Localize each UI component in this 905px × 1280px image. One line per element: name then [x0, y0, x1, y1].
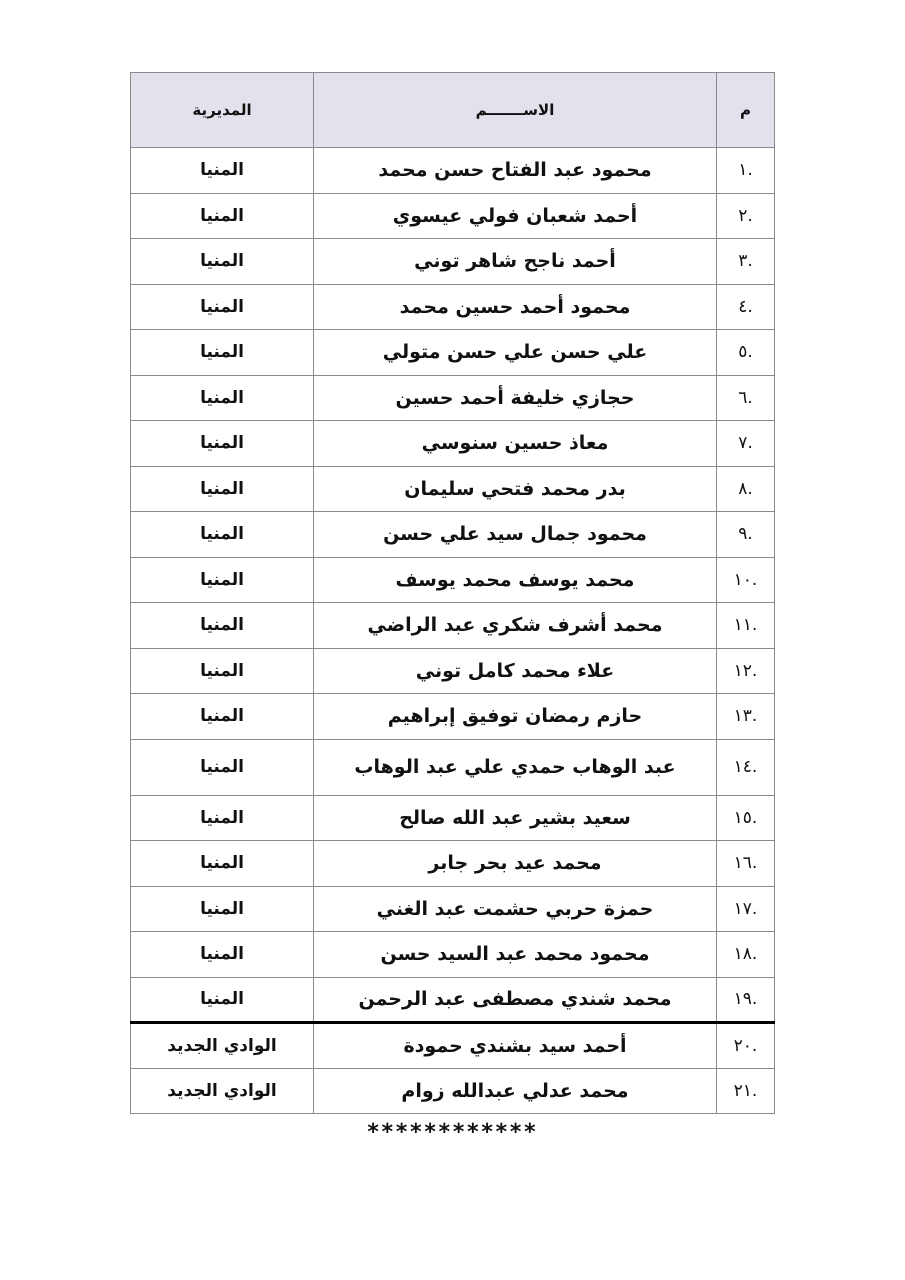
row-number: .٤	[717, 284, 775, 330]
row-number: .١٢	[717, 648, 775, 694]
table-row	[131, 795, 775, 841]
row-directorate: المنيا	[131, 694, 314, 740]
row-name: حجازي خليفة أحمد حسين	[314, 375, 717, 421]
row-number: .١٤	[717, 739, 775, 795]
row-directorate: المنيا	[131, 239, 314, 285]
table-row	[131, 886, 775, 932]
roster-sheet	[130, 72, 774, 1114]
row-directorate: المنيا	[131, 466, 314, 512]
row-number: .٢١	[717, 1068, 775, 1114]
table-row	[131, 148, 775, 194]
table-row	[131, 466, 775, 512]
row-directorate: المنيا	[131, 795, 314, 841]
row-name: محمد أشرف شكري عبد الراضي	[314, 603, 717, 649]
row-number: .٣	[717, 239, 775, 285]
row-name: أحمد سيد بشندي حمودة	[314, 1023, 717, 1069]
row-number: .١٨	[717, 932, 775, 978]
table-row	[131, 375, 775, 421]
row-name: حمزة حربي حشمت عبد الغني	[314, 886, 717, 932]
row-directorate: المنيا	[131, 932, 314, 978]
table-row	[131, 421, 775, 467]
row-number: .٥	[717, 330, 775, 376]
header-directorate: المديرية	[131, 73, 314, 148]
row-number: .٩	[717, 512, 775, 558]
row-directorate: المنيا	[131, 512, 314, 558]
row-directorate: المنيا	[131, 148, 314, 194]
table-row	[131, 284, 775, 330]
row-name: بدر محمد فتحي سليمان	[314, 466, 717, 512]
row-number: .١١	[717, 603, 775, 649]
row-directorate: المنيا	[131, 375, 314, 421]
row-directorate: المنيا	[131, 886, 314, 932]
row-name: أحمد شعبان فولي عيسوي	[314, 193, 717, 239]
row-number: .١٩	[717, 977, 775, 1023]
row-number: .٢٠	[717, 1023, 775, 1069]
row-name: عبد الوهاب حمدي علي عبد الوهاب	[314, 739, 717, 795]
row-number: .١٣	[717, 694, 775, 740]
table-row	[131, 1068, 775, 1114]
table-row	[131, 694, 775, 740]
row-number: .١	[717, 148, 775, 194]
row-directorate: المنيا	[131, 284, 314, 330]
table-row	[131, 932, 775, 978]
row-number: .٧	[717, 421, 775, 467]
row-directorate: الوادي الجديد	[131, 1023, 314, 1069]
row-directorate: الوادي الجديد	[131, 1068, 314, 1114]
row-directorate: المنيا	[131, 421, 314, 467]
header-name: الاســـــــم	[314, 73, 717, 148]
row-name: أحمد ناجح شاهر توني	[314, 239, 717, 285]
row-number: .٢	[717, 193, 775, 239]
row-name: محمد عيد بحر جابر	[314, 841, 717, 887]
row-number: .٦	[717, 375, 775, 421]
header-row	[131, 73, 775, 148]
table-row	[131, 648, 775, 694]
row-name: محمد عدلي عبدالله زوام	[314, 1068, 717, 1114]
roster-table	[130, 72, 775, 1114]
row-number: .١٥	[717, 795, 775, 841]
row-number: .١٧	[717, 886, 775, 932]
table-row	[131, 330, 775, 376]
row-number: .١٠	[717, 557, 775, 603]
row-name: محمد يوسف محمد يوسف	[314, 557, 717, 603]
table-row	[131, 739, 775, 795]
row-directorate: المنيا	[131, 977, 314, 1023]
footer-separator: ************	[366, 1120, 538, 1145]
table-row	[131, 1023, 775, 1069]
row-name: حازم رمضان توفيق إبراهيم	[314, 694, 717, 740]
row-name: سعيد بشير عبد الله صالح	[314, 795, 717, 841]
row-number: .٨	[717, 466, 775, 512]
row-directorate: المنيا	[131, 330, 314, 376]
row-directorate: المنيا	[131, 193, 314, 239]
row-name: محمود جمال سيد علي حسن	[314, 512, 717, 558]
table-row	[131, 239, 775, 285]
row-name: علي حسن علي حسن متولي	[314, 330, 717, 376]
row-name: معاذ حسين سنوسي	[314, 421, 717, 467]
table-row	[131, 841, 775, 887]
row-number: .١٦	[717, 841, 775, 887]
row-name: محمد شندي مصطفى عبد الرحمن	[314, 977, 717, 1023]
row-directorate: المنيا	[131, 648, 314, 694]
row-directorate: المنيا	[131, 557, 314, 603]
table-row	[131, 557, 775, 603]
table-row	[131, 603, 775, 649]
row-name: علاء محمد كامل توني	[314, 648, 717, 694]
table-row	[131, 512, 775, 558]
row-name: محمود أحمد حسين محمد	[314, 284, 717, 330]
row-name: محمود محمد عبد السيد حسن	[314, 932, 717, 978]
table-row	[131, 977, 775, 1023]
row-directorate: المنيا	[131, 603, 314, 649]
row-directorate: المنيا	[131, 841, 314, 887]
row-directorate: المنيا	[131, 739, 314, 795]
row-name: محمود عبد الفتاح حسن محمد	[314, 148, 717, 194]
header-number: م	[717, 73, 775, 148]
table-row	[131, 193, 775, 239]
